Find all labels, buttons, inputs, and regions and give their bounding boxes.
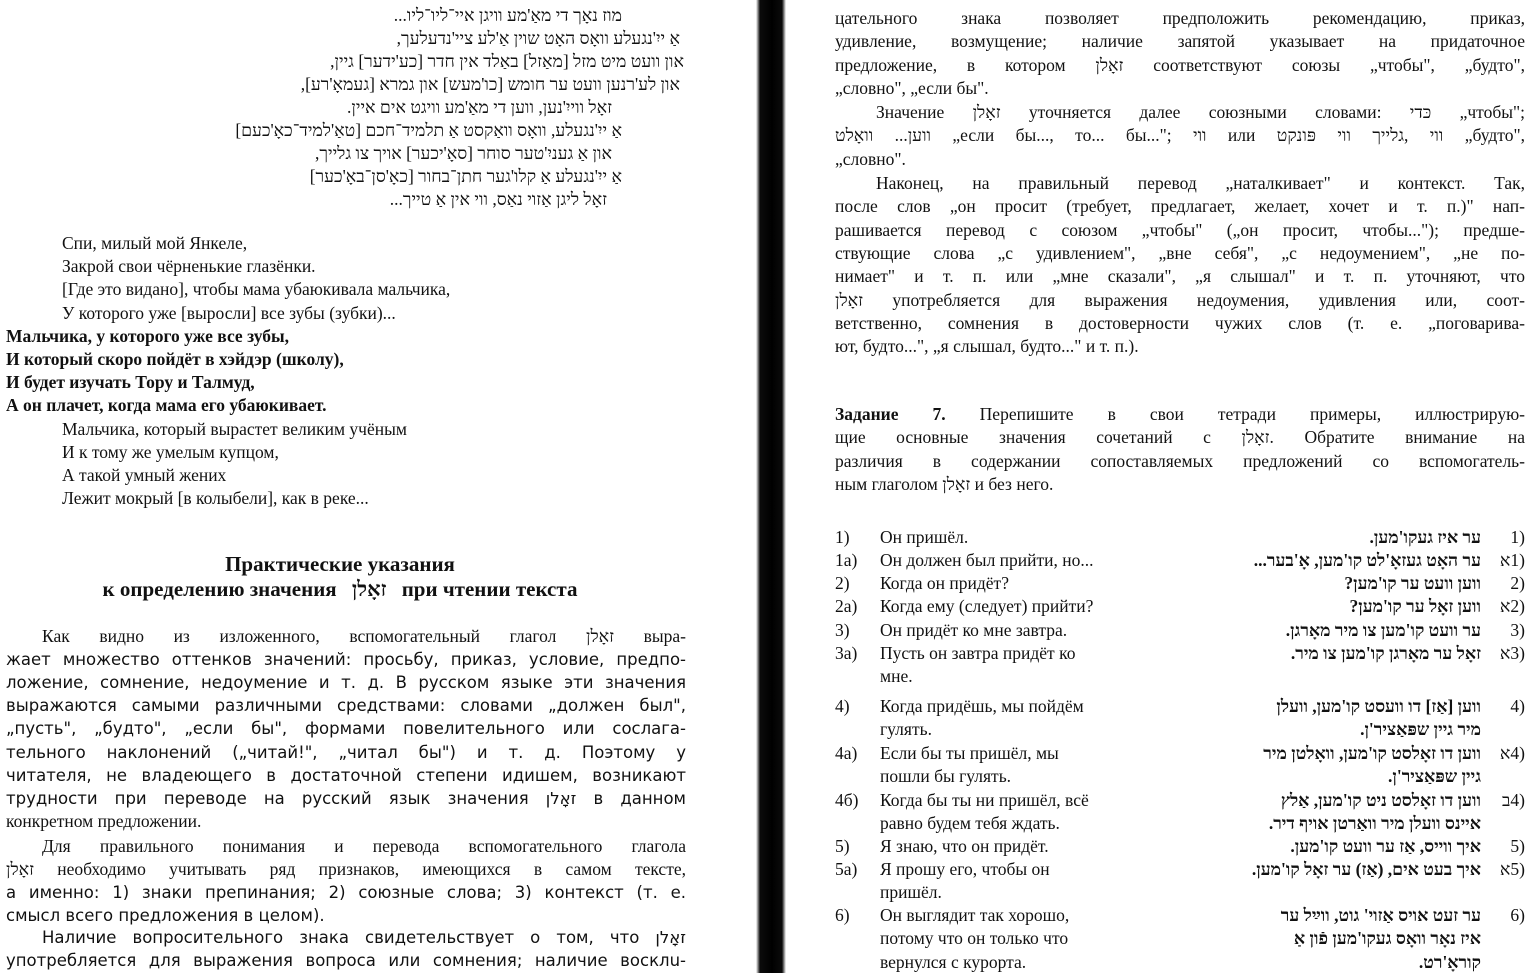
example-yiddish-line: איז נאָר וואָס געקו'מען פֿון אַ xyxy=(1293,928,1481,949)
right-page xyxy=(790,0,1531,973)
russian-poem-line: Мальчика, у которого уже все зубы, xyxy=(6,325,290,346)
example-russian-line: Когда бы ты ни пришёл, всё xyxy=(880,790,1089,810)
russian-poem-line: Закрой свои чёрненькие глазёнки. xyxy=(62,256,316,277)
example-index: (4א xyxy=(1499,743,1525,763)
example-number: 2а) xyxy=(835,596,858,616)
book-spine-shadow xyxy=(742,0,790,973)
example-index: (4 xyxy=(1510,696,1525,716)
example-number: 4б) xyxy=(835,790,859,810)
example-russian-line: Он выглядит так хорошо, xyxy=(880,905,1070,925)
right-paragraph-3-line: ветственно, сомнения в достоверности чужих слов (т. е. „поговарива- xyxy=(835,312,1525,333)
example-yiddish-line: איך ווייס, אַז ער וועט קו'מען. xyxy=(1290,836,1481,856)
task-line: ным глаголом זאָלן и без него. xyxy=(835,473,1054,494)
example-yiddish-line: ווען דו זאָלסט קו'מען, וואָלטן מיר xyxy=(1263,743,1481,763)
example-index: (3א xyxy=(1499,643,1525,663)
example-number: 4а) xyxy=(835,743,858,763)
heading-text-b: при чтении текста xyxy=(401,577,578,601)
example-yiddish-line: איך בעט אים, (אַז) ער זאָל קו'מען. xyxy=(1251,859,1481,879)
task-line: щие основные значения сочетаний с זאָלן. Обратите внимание на xyxy=(835,427,1525,448)
russian-poem-line: А такой умный жених xyxy=(62,465,227,485)
example-yiddish-line: ווען וועט ער קו'מען? xyxy=(1344,573,1481,593)
example-index: (6 xyxy=(1510,905,1525,925)
example-number: 5а) xyxy=(835,859,858,879)
example-number: 6) xyxy=(835,905,850,925)
left-paragraph-1-line: Как видно из изложенного, вспомогательный глагол זאָלן выра- xyxy=(42,626,686,646)
example-index: (2א xyxy=(1499,596,1525,616)
left-paragraph-2-line: смысл всего предложения в целом). xyxy=(6,906,325,926)
example-russian-line: пришёл. xyxy=(880,882,942,903)
example-russian-line: Пусть он завтра придёт ко xyxy=(880,643,1076,663)
example-russian-line: Я знаю, что он придёт. xyxy=(880,836,1049,856)
example-index: (1א xyxy=(1499,550,1525,570)
right-paragraph-3-line: рашивается перевод с союзом „чтобы" („он просит, чтобы..."); предше- xyxy=(835,219,1525,240)
example-russian-line: потому что он только что xyxy=(880,928,1069,949)
task-text: Перепишите в свои тетради примеры, иллюстрирую- xyxy=(945,404,1525,424)
example-number: 1а) xyxy=(835,550,858,570)
example-russian-line: Я прошу его, чтобы он xyxy=(880,859,1050,879)
heading-line-1: Практические указания xyxy=(225,552,455,576)
yiddish-poem-line: אַ ייִ'נגעלע אַ קלו'גער חתן־בחור [כאָ'סן־באָ'כער] xyxy=(309,166,622,186)
russian-poem-line: Мальчика, который вырастет великим учёным xyxy=(62,418,407,439)
left-paragraph-1-line: тельного наклонений („читай!", „читал бы") и т. д. Поэтому у xyxy=(6,742,686,762)
example-index: (1 xyxy=(1510,527,1525,547)
left-paragraph-2-line: а именно: 1) знаки препинания; 2) союзные слова; 3) контекст (т. е. xyxy=(6,883,686,903)
right-paragraph-3-line: ют, будто...", „я слышал, будто..." и т. п.). xyxy=(835,336,1139,357)
example-number: 3) xyxy=(835,620,850,640)
right-paragraph-1-line: предложение, в котором זאָלן соответствуют союзы „чтобы", „будто", xyxy=(835,54,1525,75)
example-yiddish-line: זאָל ער מאָרגן קו'מען צו מיר. xyxy=(1290,643,1481,663)
example-russian-line: Он должен был прийти, но... xyxy=(880,550,1094,570)
example-index: (5א xyxy=(1499,859,1525,879)
russian-poem-line: И будет изучать Тору и Талмуд, xyxy=(6,372,255,393)
left-paragraph-1-line: трудности при переводе на русский язык значения זאָלן в данном xyxy=(6,788,686,808)
example-yiddish-line: קוראָ'רט. xyxy=(1418,951,1481,972)
example-russian-line: Он пришёл. xyxy=(880,527,969,547)
yiddish-poem-line: און אַ געניִ'טער סוחר [סאָ'יכער] אויך צו גלייך, xyxy=(315,143,612,163)
example-index: (4ב xyxy=(1501,790,1525,810)
left-paragraph-3-line: употребляется для выражения вопроса или сомнения; наличие восклu- xyxy=(6,951,686,971)
task-line-0 xyxy=(835,403,1525,426)
heading-text-a: к определению значения xyxy=(102,577,337,601)
example-number: 4) xyxy=(835,696,850,716)
example-yiddish-line: ער זעט אויס אַזוי' גוט, ווײַל ער xyxy=(1280,905,1481,925)
left-paragraph-3-line: Наличие вопросительного знака свидетельствует о том, что זאָלן xyxy=(42,928,686,947)
yiddish-poem-line: מוז נאָך די מאַ'מע וויגן איי־ליו־ליו... xyxy=(393,5,622,25)
example-yiddish-line: איינס וועלן מיר וואַרטן אויף דיר. xyxy=(1268,813,1481,834)
example-number: 1) xyxy=(835,527,850,547)
example-russian-line: Когда придёшь, мы пойдём xyxy=(880,696,1084,716)
left-paragraph-1-line: жает множество оттенков значений: просьбу, приказ, условие, предпо- xyxy=(6,650,686,670)
yiddish-poem-line: זאָל ליגן אַזוי נאַס, ווי אין אַ טייך... xyxy=(389,189,607,209)
russian-poem-line: И который скоро пойдёт в хэйдэр (школу), xyxy=(6,349,344,369)
right-paragraph-3-line: нимает" и т. п. или „мне сказали", „я слышал" и т. п. уточняют, что xyxy=(835,266,1525,287)
right-paragraph-1-line: цательного знака позволяет предположить рекомендацию, приказ, xyxy=(835,8,1525,28)
left-paragraph-1-line: читателя, не владеющего в достаточной степени идишем, возникают xyxy=(6,765,686,785)
example-yiddish-line: ער איז געקו'מען. xyxy=(1369,527,1481,547)
example-russian-line: Когда ему (следует) прийти? xyxy=(880,596,1094,616)
example-yiddish-line: ער וועט קו'מען צו מיר מאָרגן. xyxy=(1285,620,1481,640)
yiddish-poem-line: אַ ייִ'נגעלע וואָס האָט שוין אַ'לע ציי'נדעלעך, xyxy=(396,28,680,48)
russian-poem-line: [Где это видано], чтобы мама убаюкивала мальчика, xyxy=(62,279,451,300)
russian-poem-line: Лежит мокрый [в колыбели], как в реке... xyxy=(62,488,369,509)
left-paragraph-2-line: Для правильного понимания и перевода вспомогательного глагола xyxy=(42,836,686,856)
example-yiddish-line: ער האָט געזאָ'לט קו'מען, אָ'בער... xyxy=(1253,550,1481,570)
yiddish-poem-line: און וועט מיט מזל [מאַזל] באַלד אין חדר [כע'ידער] גיין, xyxy=(330,51,684,71)
right-paragraph-3-line: ствующие слова „с удивлением", „вне себя", „с недоумением", „не по- xyxy=(835,242,1525,263)
right-paragraph-2-line: ווען... וואָלט „если бы..., то... бы..."; ווי или ווי ,גלייך ווי פּונקט „будто", xyxy=(835,125,1525,146)
russian-poem-line: А он плачет, когда мама его убаюкивает. xyxy=(6,395,327,416)
russian-poem-line: И к тому же умелым купцом, xyxy=(62,441,279,462)
right-paragraph-2-line: Значение זאָלן уточняется далее союзными словами: כּדי „чтобы"; xyxy=(876,102,1526,122)
right-paragraph-3-line: после слов „он просит (требует, предлагает, желает, хочет и т. п.)" нап- xyxy=(835,196,1525,217)
example-russian-line: равно будем тебя ждать. xyxy=(880,813,1060,834)
left-paragraph-1-line: конкретном предложении. xyxy=(6,810,202,831)
example-russian-line: пошли бы гулять. xyxy=(880,766,1012,787)
example-russian-line: гулять. xyxy=(880,719,932,740)
left-page xyxy=(0,0,742,973)
left-paragraph-2-line: זאָלן необходимо учитывать ряд признаков, имеющихся в самом тексте, xyxy=(6,859,686,880)
heading-yiddish-word: זאָלן xyxy=(351,577,387,601)
example-index: (3 xyxy=(1510,620,1525,640)
right-paragraph-2-line: „словно". xyxy=(835,148,906,169)
example-yiddish-line: ווען [אַז] דו וועסט קו'מען, וועלן xyxy=(1276,696,1481,716)
example-yiddish-line: ווען דו זאָלסט ניט קו'מען, אַלץ xyxy=(1280,790,1481,810)
heading-line-2 xyxy=(0,578,680,601)
yiddish-poem-line: און לע'רנען וועט ער חומש [כו'מעש] און גמרא [געמאָ'רע], xyxy=(300,74,680,94)
example-russian-line: Когда он придёт? xyxy=(880,573,1009,593)
left-paragraph-1-line: выражаются самыми различными средствами: словами „должен был", xyxy=(6,696,686,716)
russian-poem-line: У которого уже [выросли] все зубы (зубки)... xyxy=(62,302,396,323)
example-yiddish-line: מיר גיין שפּאַציר'ן. xyxy=(1360,719,1481,740)
right-paragraph-3-line: זאָלן употребляется для выражения недоумения, удивления или, соот- xyxy=(835,289,1525,310)
example-russian-line: вернулся с курорта. xyxy=(880,951,1027,972)
example-yiddish-line: ווען זאָל ער קו'מען? xyxy=(1349,596,1481,616)
task-label: Задание 7. xyxy=(835,404,946,424)
example-yiddish-line: גיין שפּאַציר'ן. xyxy=(1388,766,1481,787)
example-russian-line: Если бы ты пришёл, мы xyxy=(880,743,1059,763)
left-paragraph-1-line: „пусть", „будто", „если бы", формами повелительного или сослага- xyxy=(6,719,686,739)
example-russian-line: Он придёт ко мне завтра. xyxy=(880,620,1068,640)
yiddish-poem-line: זאָל ווייִ'נען, ווען די מאַ'מע וויגט אים איין. xyxy=(347,97,612,117)
example-number: 3а) xyxy=(835,643,858,663)
example-index: (2 xyxy=(1510,573,1525,593)
right-paragraph-3-line: Наконец, на правильный перевод „наталкивает" и контекст. Так, xyxy=(876,173,1525,193)
example-index: (5 xyxy=(1510,836,1525,856)
task-line: различия в содержании сопоставляемых предложений со вспомогатель- xyxy=(835,450,1525,471)
right-paragraph-1-line: удивление, возмущение; наличие запятой указывает на придаточное xyxy=(835,31,1525,52)
example-number: 2) xyxy=(835,573,850,593)
russian-poem-line: Спи, милый мой Янкеле, xyxy=(62,233,248,253)
example-number: 5) xyxy=(835,836,850,856)
left-paragraph-1-line: ложение, сомнение, недоумение и т. д. В русском языке эти значения xyxy=(6,673,686,693)
example-russian-line: мне. xyxy=(880,666,913,687)
right-paragraph-1-line: „словно", „если бы". xyxy=(835,77,989,98)
yiddish-poem-line: אַ ייִ'נגעלע, וואָס וואַקסט אַ תלמיד־חכם [טאַ'למיד־כאָ'כעם] xyxy=(235,120,622,140)
